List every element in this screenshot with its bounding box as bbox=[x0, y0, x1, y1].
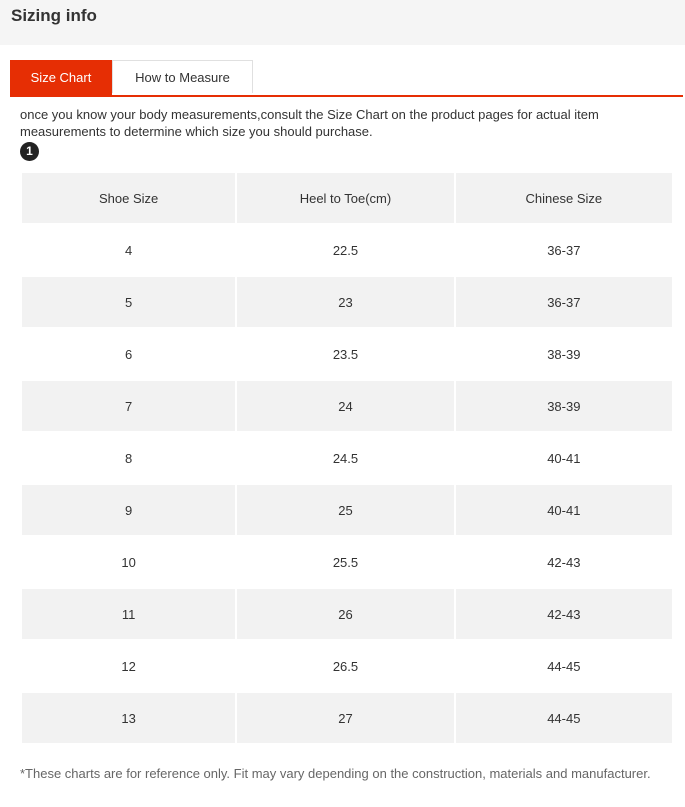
cell-heel-to-toe: 25 bbox=[237, 485, 453, 535]
table-row bbox=[22, 589, 672, 639]
cell-chinese-size: 36-37 bbox=[456, 225, 672, 275]
cell-shoe-size: 5 bbox=[22, 277, 235, 327]
tab-bar bbox=[10, 60, 683, 97]
table-row bbox=[22, 537, 672, 587]
size-chart-table bbox=[20, 171, 674, 745]
cell-shoe-size: 11 bbox=[22, 589, 235, 639]
cell-chinese-size: 40-41 bbox=[456, 485, 672, 535]
cell-shoe-size: 10 bbox=[22, 537, 235, 587]
table-row bbox=[22, 433, 672, 483]
table-row bbox=[22, 693, 672, 743]
cell-heel-to-toe: 23.5 bbox=[237, 329, 453, 379]
cell-chinese-size: 38-39 bbox=[456, 329, 672, 379]
table-row bbox=[22, 641, 672, 691]
table-row bbox=[22, 485, 672, 535]
cell-chinese-size: 42-43 bbox=[456, 537, 672, 587]
cell-heel-to-toe: 24.5 bbox=[237, 433, 453, 483]
cell-chinese-size: 42-43 bbox=[456, 589, 672, 639]
table-row bbox=[22, 225, 672, 275]
table-body bbox=[22, 225, 672, 743]
tab-size-chart[interactable]: Size Chart bbox=[10, 60, 112, 95]
column-header-heel-to-toe: Heel to Toe(cm) bbox=[237, 173, 453, 223]
table-row bbox=[22, 277, 672, 327]
cell-shoe-size: 6 bbox=[22, 329, 235, 379]
table-row bbox=[22, 329, 672, 379]
cell-shoe-size: 12 bbox=[22, 641, 235, 691]
table-header-row bbox=[22, 173, 672, 223]
cell-heel-to-toe: 22.5 bbox=[237, 225, 453, 275]
table-row bbox=[22, 381, 672, 431]
cell-shoe-size: 8 bbox=[22, 433, 235, 483]
column-header-chinese-size: Chinese Size bbox=[456, 173, 672, 223]
cell-shoe-size: 4 bbox=[22, 225, 235, 275]
cell-chinese-size: 44-45 bbox=[456, 693, 672, 743]
cell-heel-to-toe: 23 bbox=[237, 277, 453, 327]
cell-heel-to-toe: 27 bbox=[237, 693, 453, 743]
intro-text: once you know your body measurements,consult the Size Chart on the product pages for actual item measurements to determine which size you should purchase. bbox=[20, 107, 599, 139]
cell-heel-to-toe: 26.5 bbox=[237, 641, 453, 691]
reference-footnote: *These charts are for reference only. Fit may vary depending on the construction, materials and manufacturer. bbox=[20, 766, 651, 781]
cell-chinese-size: 44-45 bbox=[456, 641, 672, 691]
cell-heel-to-toe: 26 bbox=[237, 589, 453, 639]
cell-shoe-size: 13 bbox=[22, 693, 235, 743]
cell-heel-to-toe: 24 bbox=[237, 381, 453, 431]
cell-chinese-size: 38-39 bbox=[456, 381, 672, 431]
step-number-badge: 1 bbox=[20, 142, 39, 161]
sizing-header bbox=[0, 0, 685, 45]
page-title: Sizing info bbox=[11, 6, 97, 25]
cell-chinese-size: 40-41 bbox=[456, 433, 672, 483]
tab-how-to-measure[interactable]: How to Measure bbox=[112, 60, 253, 93]
cell-heel-to-toe: 25.5 bbox=[237, 537, 453, 587]
cell-shoe-size: 7 bbox=[22, 381, 235, 431]
cell-shoe-size: 9 bbox=[22, 485, 235, 535]
cell-chinese-size: 36-37 bbox=[456, 277, 672, 327]
column-header-shoe-size: Shoe Size bbox=[22, 173, 235, 223]
